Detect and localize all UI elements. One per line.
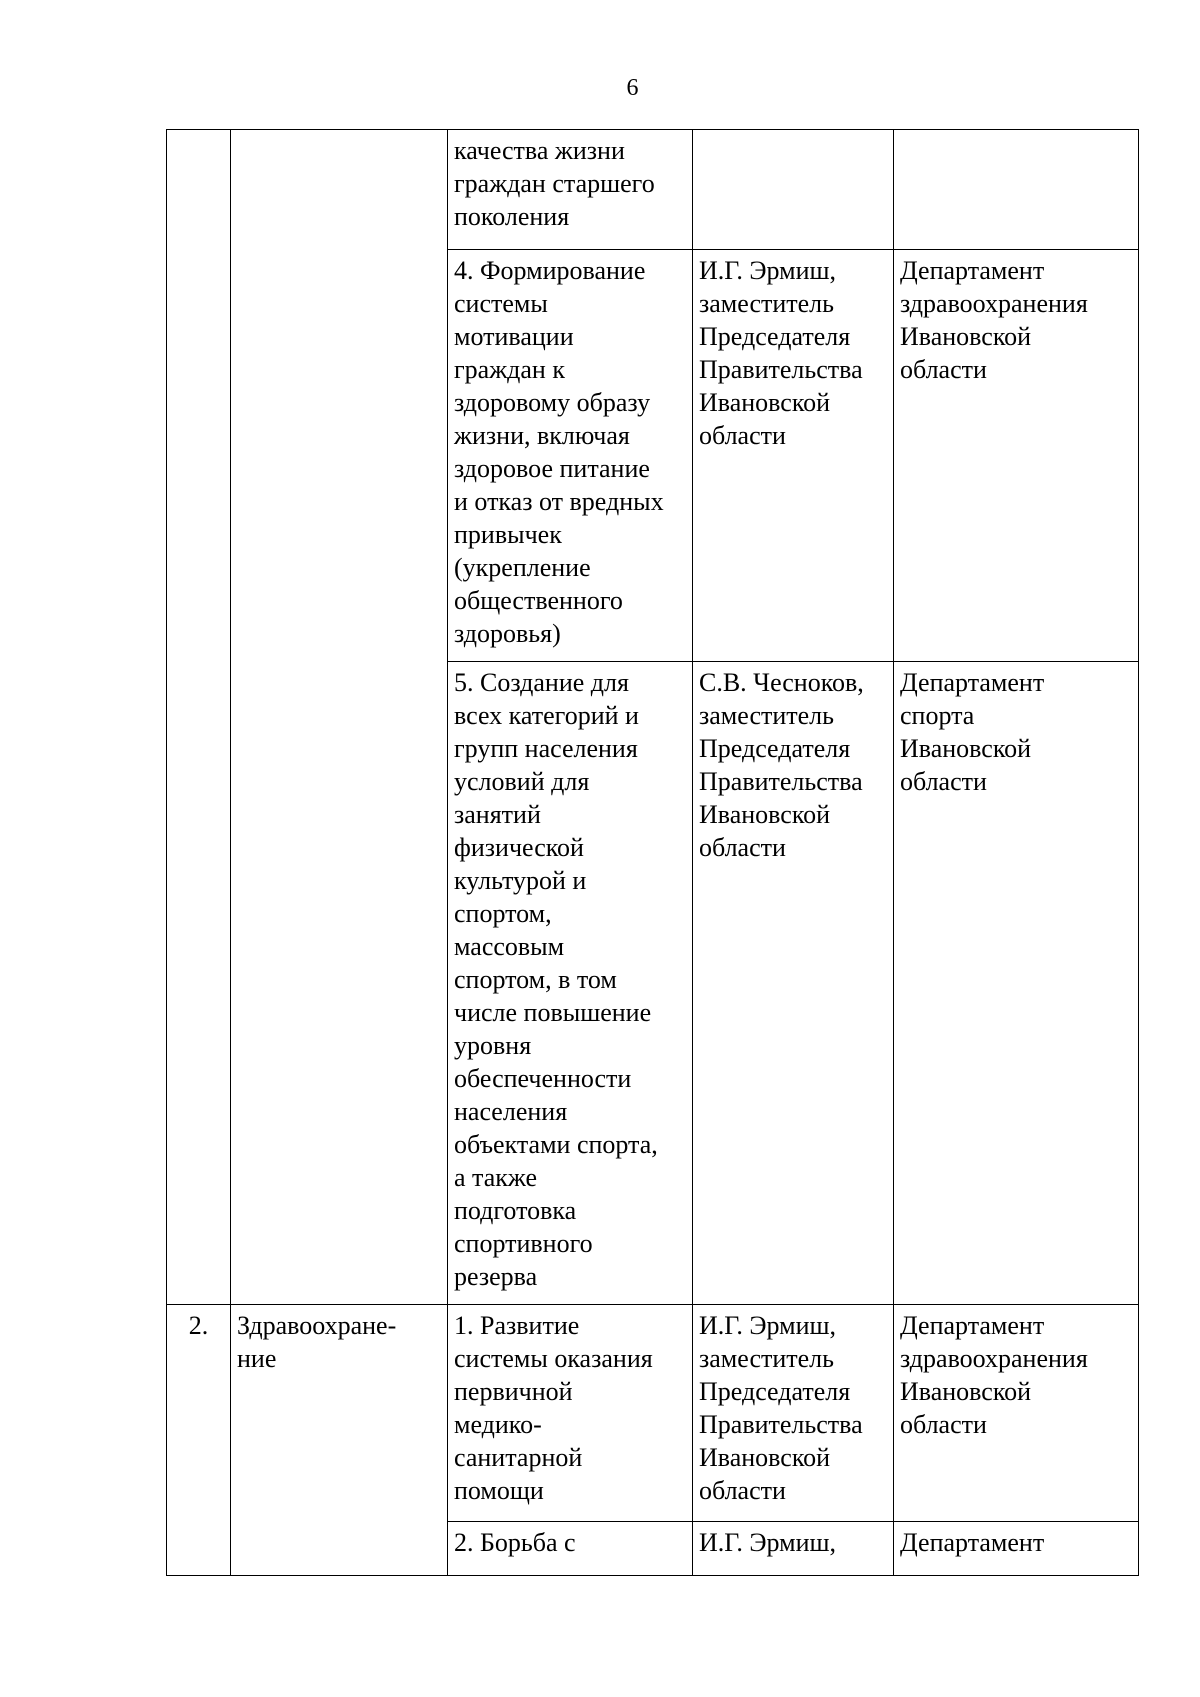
curator-cell: И.Г. Эрмиш, заместитель Председателя Правительства Ивановской области — [693, 250, 894, 662]
task-cell: 5. Создание для всех категорий и групп населения условий для занятий физической культурой и спортом, массовым спортом, в том числе повышение уровня обеспеченности населения объектами спорта, а также подготовка спортивного резерва — [448, 662, 693, 1305]
table-row — [167, 1305, 1139, 1522]
executor-cell — [894, 130, 1139, 250]
executor-cell: Департамент спорта Ивановской области — [894, 662, 1139, 1305]
executor-cell: Департамент здравоохранения Ивановской области — [894, 250, 1139, 662]
area-cell: Здравоохране- ние — [231, 1305, 448, 1576]
executor-cell: Департамент здравоохранения Ивановской области — [894, 1305, 1139, 1522]
curator-cell — [693, 130, 894, 250]
curator-cell: И.Г. Эрмиш, — [693, 1522, 894, 1576]
row-number-cell: 2. — [167, 1305, 231, 1576]
table-row — [167, 130, 1139, 250]
programs-table — [166, 129, 1139, 1576]
curator-cell: С.В. Чесноков, заместитель Председателя Правительства Ивановской области — [693, 662, 894, 1305]
row-number-cell — [167, 130, 231, 1305]
task-cell: 2. Борьба с — [448, 1522, 693, 1576]
curator-cell: И.Г. Эрмиш, заместитель Председателя Правительства Ивановской области — [693, 1305, 894, 1522]
task-cell: качества жизни граждан старшего поколения — [448, 130, 693, 250]
task-cell: 1. Развитие системы оказания первичной медико- санитарной помощи — [448, 1305, 693, 1522]
task-cell: 4. Формирование системы мотивации граждан к здоровому образу жизни, включая здоровое питание и отказ от вредных привычек (укрепление общественного здоровья) — [448, 250, 693, 662]
page-number: 6 — [626, 75, 639, 101]
area-cell — [231, 130, 448, 1305]
executor-cell: Департамент — [894, 1522, 1139, 1576]
